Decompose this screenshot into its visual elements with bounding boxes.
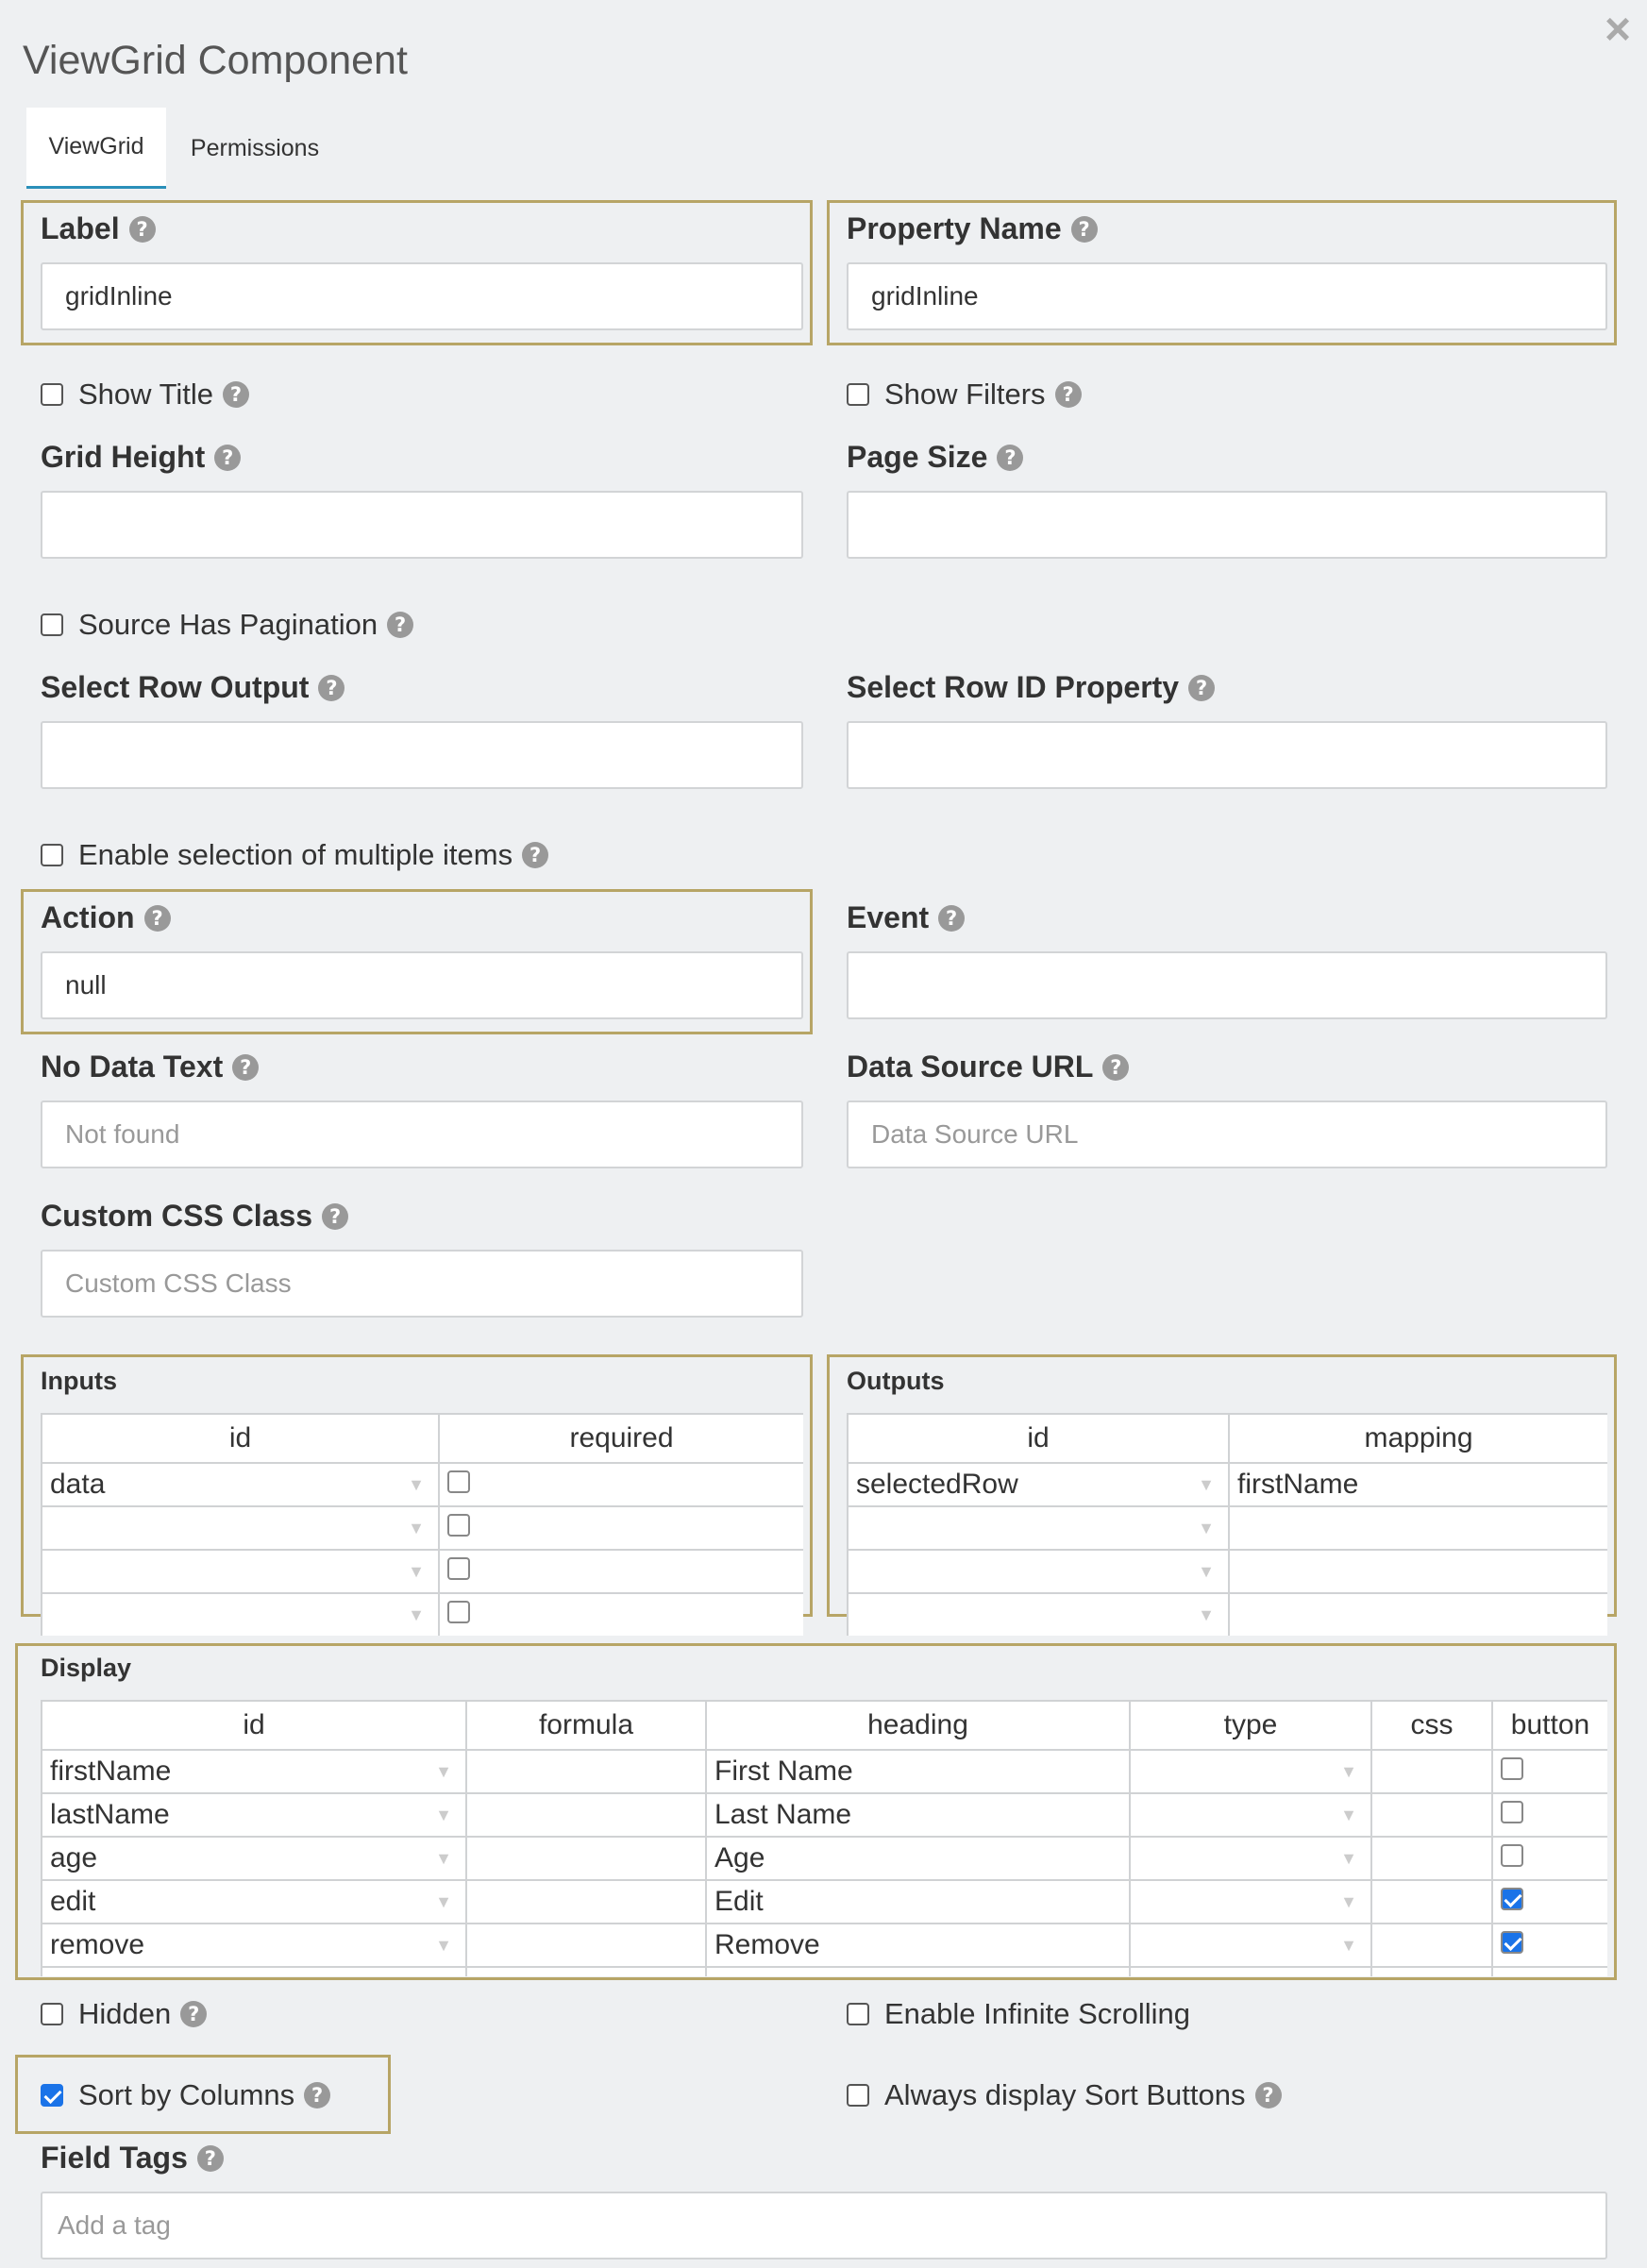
inputs-id-cell[interactable]	[42, 1593, 439, 1636]
dropdown-arrow-icon[interactable]: ▼	[1340, 1762, 1357, 1781]
dropdown-arrow-icon[interactable]: ▼	[408, 1519, 425, 1537]
help-icon[interactable]: ?	[1255, 2082, 1282, 2108]
tab-permissions[interactable]: Permissions	[190, 134, 320, 161]
table-row	[848, 1506, 1607, 1550]
show-filters-checkbox-row[interactable]: Show Filters ?	[847, 378, 1082, 412]
table-row	[42, 1793, 1607, 1837]
help-icon[interactable]: ?	[214, 445, 241, 471]
table-row	[42, 1550, 803, 1593]
outputs-grid	[847, 1413, 1607, 1636]
outputs-col-id[interactable]: id	[848, 1414, 1229, 1463]
outputs-id-cell[interactable]	[848, 1593, 1229, 1636]
help-icon[interactable]: ?	[387, 612, 413, 638]
table-row	[848, 1593, 1607, 1636]
button-checkbox[interactable]	[1501, 1888, 1523, 1910]
outputs-id-cell[interactable]	[848, 1506, 1229, 1550]
required-checkbox[interactable]	[447, 1470, 470, 1493]
help-icon[interactable]: ?	[232, 1054, 259, 1081]
enable-multi-select-checkbox[interactable]	[41, 844, 63, 866]
enable-multi-select-row[interactable]: Enable selection of multiple items ?	[41, 838, 548, 872]
help-icon[interactable]: ?	[1055, 381, 1082, 408]
dropdown-arrow-icon[interactable]: ▼	[1340, 1849, 1357, 1868]
dropdown-arrow-icon[interactable]: ▼	[1340, 1806, 1357, 1824]
show-title-checkbox[interactable]	[41, 383, 63, 406]
data-source-url-input[interactable]: Data Source URL	[847, 1100, 1607, 1168]
outputs-col-mapping[interactable]: mapping	[1229, 1414, 1607, 1463]
display-heading-cell[interactable]: Remove	[706, 1924, 1130, 1967]
display-id-cell[interactable]: edit ▼	[42, 1880, 466, 1924]
display-col-formula[interactable]: formula	[466, 1701, 706, 1750]
display-type-cell[interactable]	[1130, 1880, 1371, 1924]
display-css-cell[interactable]	[1371, 1924, 1492, 1967]
help-icon[interactable]: ?	[1071, 216, 1098, 243]
button-checkbox[interactable]	[1501, 1931, 1523, 1954]
action-label: Action ?	[41, 900, 171, 935]
grid-height-label: Grid Height ?	[41, 440, 241, 475]
data-source-url-label: Data Source URL ?	[847, 1050, 1129, 1084]
display-id-cell[interactable]: firstName ▼	[42, 1750, 466, 1793]
button-checkbox[interactable]	[1501, 1801, 1523, 1823]
outputs-mapping-cell[interactable]: firstName	[1229, 1463, 1607, 1506]
help-icon[interactable]: ?	[129, 216, 156, 243]
display-section-title: Display	[41, 1654, 132, 1682]
dropdown-arrow-icon[interactable]: ▼	[408, 1605, 425, 1624]
display-formula-cell[interactable]	[466, 1837, 706, 1880]
action-input[interactable]: null	[41, 951, 803, 1019]
display-id-cell[interactable]: remove ▼	[42, 1924, 466, 1967]
inputs-required-cell	[439, 1550, 803, 1593]
required-checkbox[interactable]	[447, 1514, 470, 1537]
table-row	[42, 1924, 1607, 1967]
table-row	[848, 1463, 1607, 1506]
required-checkbox[interactable]	[447, 1557, 470, 1580]
display-button-cell	[1492, 1880, 1607, 1924]
no-data-text-label: No Data Text ?	[41, 1050, 259, 1084]
display-button-cell	[1492, 1750, 1607, 1793]
display-heading-cell[interactable]: Age	[706, 1837, 1130, 1880]
outputs-section-title: Outputs	[847, 1367, 945, 1395]
show-filters-checkbox[interactable]	[847, 383, 869, 406]
inputs-required-cell	[439, 1506, 803, 1550]
help-icon[interactable]: ?	[1188, 675, 1215, 701]
page-size-label: Page Size ?	[847, 440, 1023, 475]
display-formula-cell[interactable]	[466, 1750, 706, 1793]
tab-viewgrid[interactable]: ViewGrid	[26, 108, 166, 189]
display-button-cell	[1492, 1837, 1607, 1880]
inputs-id-cell[interactable]: data ▼	[42, 1463, 439, 1506]
display-grid	[41, 1700, 1607, 1976]
inputs-required-cell	[439, 1463, 803, 1506]
display-css-cell[interactable]	[1371, 1837, 1492, 1880]
dropdown-arrow-icon[interactable]: ▼	[435, 1849, 452, 1868]
dialog-title: ViewGrid Component	[23, 38, 408, 83]
display-heading-cell[interactable]: First Name	[706, 1750, 1130, 1793]
display-css-cell[interactable]	[1371, 1793, 1492, 1837]
display-col-type[interactable]: type	[1130, 1701, 1371, 1750]
display-button-cell	[1492, 1924, 1607, 1967]
outputs-id-cell[interactable]	[848, 1550, 1229, 1593]
display-col-css[interactable]: css	[1371, 1701, 1492, 1750]
custom-css-class-input[interactable]: Custom CSS Class	[41, 1250, 803, 1318]
source-has-pagination-checkbox[interactable]	[41, 613, 63, 636]
help-icon[interactable]: ?	[197, 2145, 224, 2172]
table-row	[42, 1463, 803, 1506]
display-heading-cell[interactable]: Last Name	[706, 1793, 1130, 1837]
outputs-mapping-cell[interactable]	[1229, 1550, 1607, 1593]
outputs-mapping-cell[interactable]	[1229, 1506, 1607, 1550]
no-data-text-input[interactable]: Not found	[41, 1100, 803, 1168]
select-row-output-label: Select Row Output ?	[41, 670, 345, 705]
field-tags-label: Field Tags ?	[41, 2141, 224, 2176]
infinite-scrolling-checkbox-row[interactable]: Enable Infinite Scrolling	[847, 1997, 1190, 2031]
page-size-input[interactable]	[847, 491, 1607, 559]
display-formula-cell[interactable]	[466, 1924, 706, 1967]
label-input[interactable]: gridInline	[41, 262, 803, 330]
help-icon[interactable]: ?	[1102, 1054, 1129, 1081]
help-icon[interactable]: ?	[322, 1203, 348, 1230]
hidden-checkbox-row[interactable]: Hidden ?	[41, 1997, 207, 2031]
display-id-cell[interactable]: lastName ▼	[42, 1793, 466, 1837]
display-col-id[interactable]: id	[42, 1701, 466, 1750]
display-id-cell[interactable]: age ▼	[42, 1837, 466, 1880]
close-icon[interactable]: ×	[1605, 5, 1632, 55]
dropdown-arrow-icon[interactable]: ▼	[435, 1892, 452, 1911]
display-formula-cell[interactable]	[466, 1793, 706, 1837]
table-row	[42, 1750, 1607, 1793]
dropdown-arrow-icon[interactable]: ▼	[408, 1562, 425, 1581]
hidden-checkbox[interactable]	[41, 2003, 63, 2025]
inputs-required-cell	[439, 1593, 803, 1636]
dropdown-arrow-icon[interactable]: ▼	[435, 1936, 452, 1955]
select-row-id-property-input[interactable]	[847, 721, 1607, 789]
display-css-cell[interactable]	[1371, 1750, 1492, 1793]
dropdown-arrow-icon[interactable]: ▼	[1198, 1519, 1215, 1537]
show-title-checkbox-row[interactable]: Show Title ?	[41, 378, 249, 412]
table-row	[42, 1837, 1607, 1880]
dropdown-arrow-icon[interactable]: ▼	[1340, 1892, 1357, 1911]
help-icon[interactable]: ?	[180, 2001, 207, 2027]
display-type-cell[interactable]	[1130, 1793, 1371, 1837]
display-type-cell[interactable]	[1130, 1924, 1371, 1967]
display-formula-cell[interactable]	[466, 1880, 706, 1924]
required-checkbox[interactable]	[447, 1601, 470, 1623]
outputs-mapping-cell[interactable]	[1229, 1593, 1607, 1636]
table-row	[42, 1593, 803, 1636]
help-icon[interactable]: ?	[304, 2082, 330, 2108]
table-row	[848, 1550, 1607, 1593]
table-row	[42, 1967, 1607, 1976]
display-heading-cell[interactable]: Edit	[706, 1880, 1130, 1924]
sort-by-columns-row[interactable]: Sort by Columns ?	[41, 2078, 330, 2112]
select-row-output-input[interactable]	[41, 721, 803, 789]
table-row	[42, 1880, 1607, 1924]
inputs-grid	[41, 1413, 803, 1636]
grid-height-input[interactable]	[41, 491, 803, 559]
inputs-col-id[interactable]: id	[42, 1414, 439, 1463]
inputs-id-cell[interactable]	[42, 1550, 439, 1593]
custom-css-class-label: Custom CSS Class ?	[41, 1199, 348, 1234]
inputs-col-required[interactable]: required	[439, 1414, 803, 1463]
help-icon[interactable]: ?	[938, 905, 965, 932]
dropdown-arrow-icon[interactable]: ▼	[408, 1475, 425, 1494]
inputs-section-title: Inputs	[41, 1367, 117, 1395]
display-type-cell[interactable]	[1130, 1750, 1371, 1793]
source-has-pagination-row[interactable]: Source Has Pagination ?	[41, 608, 413, 642]
dropdown-arrow-icon[interactable]: ▼	[435, 1806, 452, 1824]
dropdown-arrow-icon[interactable]: ▼	[1198, 1605, 1215, 1624]
dropdown-arrow-icon[interactable]: ▼	[435, 1762, 452, 1781]
field-tags-input[interactable]: Add a tag	[41, 2192, 1607, 2260]
display-css-cell[interactable]	[1371, 1880, 1492, 1924]
event-label: Event ?	[847, 900, 965, 935]
button-checkbox[interactable]	[1501, 1844, 1523, 1867]
outputs-id-cell[interactable]: selectedRow ▼	[848, 1463, 1229, 1506]
sort-by-columns-checkbox[interactable]	[41, 2084, 63, 2107]
label-field-label: Label ?	[41, 211, 156, 246]
dropdown-arrow-icon[interactable]: ▼	[1198, 1562, 1215, 1581]
help-icon[interactable]: ?	[223, 381, 249, 408]
help-icon[interactable]: ?	[144, 905, 171, 932]
display-col-button[interactable]: button	[1492, 1701, 1607, 1750]
button-checkbox[interactable]	[1501, 1757, 1523, 1780]
help-icon[interactable]: ?	[522, 842, 548, 868]
dropdown-arrow-icon[interactable]: ▼	[1198, 1475, 1215, 1494]
select-row-id-property-label: Select Row ID Property ?	[847, 670, 1215, 705]
display-type-cell[interactable]	[1130, 1837, 1371, 1880]
property-name-field-label: Property Name ?	[847, 211, 1098, 246]
inputs-id-cell[interactable]	[42, 1506, 439, 1550]
property-name-input[interactable]: gridInline	[847, 262, 1607, 330]
help-icon[interactable]: ?	[318, 675, 345, 701]
display-button-cell	[1492, 1793, 1607, 1837]
always-display-sort-buttons-row[interactable]: Always display Sort Buttons ?	[847, 2078, 1282, 2112]
help-icon[interactable]: ?	[997, 445, 1023, 471]
event-input[interactable]	[847, 951, 1607, 1019]
infinite-scrolling-checkbox[interactable]	[847, 2003, 869, 2025]
table-row	[42, 1506, 803, 1550]
dropdown-arrow-icon[interactable]: ▼	[1340, 1936, 1357, 1955]
display-col-heading[interactable]: heading	[706, 1701, 1130, 1750]
always-display-sort-buttons-checkbox[interactable]	[847, 2084, 869, 2107]
